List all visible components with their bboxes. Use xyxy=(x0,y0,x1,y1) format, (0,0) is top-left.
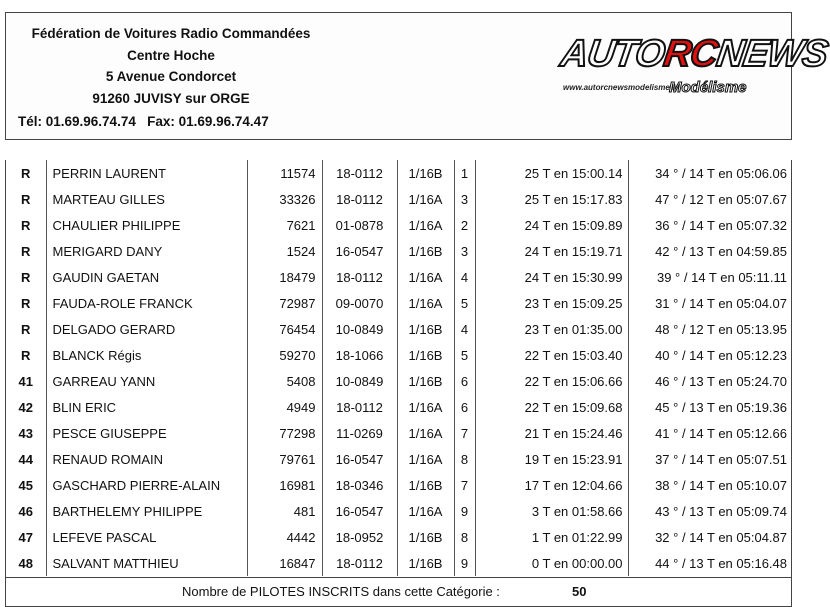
cell-name: FAUDA-ROLE FRANCK xyxy=(46,290,247,316)
table-row xyxy=(6,394,793,420)
cell-cat: 1/16A xyxy=(397,446,454,472)
cell-name: PESCE GIUSEPPE xyxy=(46,420,247,446)
federation-address xyxy=(6,23,336,133)
table-row xyxy=(6,446,793,472)
cell-result: 1 T en 01:22.99 xyxy=(475,524,628,550)
cell-rank: R xyxy=(6,290,46,316)
cell-result: 25 T en 15:00.14 xyxy=(475,160,628,186)
cell-result: 24 T en 15:19.71 xyxy=(475,238,628,264)
logo-wordmark: AUTORCNEWS xyxy=(558,33,830,75)
cell-pos: 9 xyxy=(454,550,475,576)
cell-name: MERIGARD DANY xyxy=(46,238,247,264)
cell-pos: 6 xyxy=(454,368,475,394)
cell-pos: 7 xyxy=(454,420,475,446)
cell-rank: 41 xyxy=(6,368,46,394)
cell-result: 0 T en 00:00.00 xyxy=(475,550,628,576)
cell-cat: 1/16A xyxy=(397,420,454,446)
cell-name: BARTHELEMY PHILIPPE xyxy=(46,498,247,524)
cell-result: 24 T en 15:09.89 xyxy=(475,212,628,238)
cell-cat: 1/16A xyxy=(397,264,454,290)
header-box xyxy=(5,12,830,140)
cell-best: 38 ° / 14 T en 05:10.07 xyxy=(655,477,787,493)
cell-result: 24 T en 15:30.99 xyxy=(475,264,628,290)
logo-modelisme: Modélisme xyxy=(669,79,747,96)
cell-club: 18-1066 xyxy=(322,342,397,368)
cell-club: 18-0112 xyxy=(322,160,397,186)
cell-name: GARREAU YANN xyxy=(46,368,247,394)
cell-best: 42 ° / 13 T en 04:59.85 xyxy=(655,243,787,259)
cell-rank: 43 xyxy=(6,420,46,446)
table-row xyxy=(6,524,793,550)
cell-best: 46 ° / 13 T en 05:24.70 xyxy=(655,373,787,389)
cell-result: 22 T en 15:09.68 xyxy=(475,394,628,420)
cell-license: 16981 xyxy=(247,472,322,498)
address-line: Centre Hoche xyxy=(127,47,215,63)
cell-result: 25 T en 15:17.83 xyxy=(475,186,628,212)
cell-name: RENAUD ROMAIN xyxy=(46,446,247,472)
cell-license: 79761 xyxy=(247,446,322,472)
cell-rank: R xyxy=(6,238,46,264)
cell-license: 33326 xyxy=(247,186,322,212)
cell-pos: 8 xyxy=(454,524,475,550)
cell-name: PERRIN LAURENT xyxy=(46,160,247,186)
cell-cat: 1/16A xyxy=(397,212,454,238)
cell-pos: 1 xyxy=(454,160,475,186)
cell-cat: 1/16A xyxy=(397,186,454,212)
cell-license: 481 xyxy=(247,498,322,524)
cell-best: 41 ° / 14 T en 05:12.66 xyxy=(655,425,787,441)
results-table xyxy=(5,160,792,607)
cell-rank: R xyxy=(6,342,46,368)
table-row xyxy=(6,368,793,394)
cell-result: 22 T en 15:06.66 xyxy=(475,368,628,394)
cell-best: 34 ° / 14 T en 05:06.06 xyxy=(655,165,787,181)
table-row xyxy=(6,290,793,316)
telephone: Tél: 01.69.96.74.74 xyxy=(18,114,136,129)
cell-cat: 1/16B xyxy=(397,368,454,394)
cell-pos: 9 xyxy=(454,498,475,524)
table-row xyxy=(6,472,793,498)
cell-result: 19 T en 15:23.91 xyxy=(475,446,628,472)
cell-license: 72987 xyxy=(247,290,322,316)
cell-rank: 48 xyxy=(6,550,46,576)
cell-cat: 1/16B xyxy=(397,550,454,576)
cell-best: 44 ° / 13 T en 05:16.48 xyxy=(655,555,787,571)
cell-license: 1524 xyxy=(247,238,322,264)
cell-best: 45 ° / 13 T en 05:19.36 xyxy=(655,399,787,415)
cell-pos: 6 xyxy=(454,394,475,420)
cell-license: 18479 xyxy=(247,264,322,290)
table-row xyxy=(6,550,793,576)
cell-rank: 42 xyxy=(6,394,46,420)
cell-club: 18-0346 xyxy=(322,472,397,498)
cell-pos: 7 xyxy=(454,472,475,498)
cell-pos: 5 xyxy=(454,342,475,368)
cell-club: 10-0849 xyxy=(322,368,397,394)
cell-club: 16-0547 xyxy=(322,498,397,524)
cell-best: 37 ° / 14 T en 05:07.51 xyxy=(655,451,787,467)
cell-cat: 1/16B xyxy=(397,316,454,342)
table-row xyxy=(6,316,793,342)
cell-club: 18-0112 xyxy=(322,186,397,212)
cell-club: 18-0112 xyxy=(322,394,397,420)
cell-pos: 3 xyxy=(454,238,475,264)
cell-license: 5408 xyxy=(247,368,322,394)
table-row xyxy=(6,264,793,290)
cell-cat: 1/16A xyxy=(397,498,454,524)
cell-name: MARTEAU GILLES xyxy=(46,186,247,212)
table-row xyxy=(6,420,793,446)
cell-license: 77298 xyxy=(247,420,322,446)
cell-name: CHAULIER PHILIPPE xyxy=(46,212,247,238)
cell-best: 48 ° / 12 T en 05:13.95 xyxy=(655,321,787,337)
cell-rank: R xyxy=(6,160,46,186)
cell-name: LEFEVE PASCAL xyxy=(46,524,247,550)
cell-license: 16847 xyxy=(247,550,322,576)
cell-license: 4949 xyxy=(247,394,322,420)
cell-license: 59270 xyxy=(247,342,322,368)
cell-club: 16-0547 xyxy=(322,446,397,472)
cell-pos: 8 xyxy=(454,446,475,472)
cell-result: 23 T en 15:09.25 xyxy=(475,290,628,316)
table-row xyxy=(6,212,793,238)
cell-rank: R xyxy=(6,186,46,212)
cell-pos: 5 xyxy=(454,290,475,316)
cell-name: SALVANT MATTHIEU xyxy=(46,550,247,576)
cell-name: GAUDIN GAETAN xyxy=(46,264,247,290)
cell-club: 01-0878 xyxy=(322,212,397,238)
cell-result: 22 T en 15:03.40 xyxy=(475,342,628,368)
cell-pos: 4 xyxy=(454,264,475,290)
autorcnews-logo xyxy=(558,33,830,103)
cell-rank: 44 xyxy=(6,446,46,472)
cell-best: 47 ° / 12 T en 05:07.67 xyxy=(655,191,787,207)
cell-club: 16-0547 xyxy=(322,238,397,264)
cell-rank: 45 xyxy=(6,472,46,498)
cell-best: 43 ° / 13 T en 05:09.74 xyxy=(655,503,787,519)
cell-name: BLANCK Régis xyxy=(46,342,247,368)
cell-rank: 47 xyxy=(6,524,46,550)
contact-line xyxy=(6,111,336,133)
cell-license: 7621 xyxy=(247,212,322,238)
table-row xyxy=(6,238,793,264)
cell-club: 09-0070 xyxy=(322,290,397,316)
cell-result: 21 T en 15:24.46 xyxy=(475,420,628,446)
cell-club: 18-0112 xyxy=(322,550,397,576)
registered-pilots-count: 50 xyxy=(572,584,587,599)
cell-club: 18-0112 xyxy=(322,264,397,290)
cell-result: 17 T en 12:04.66 xyxy=(475,472,628,498)
cell-rank: R xyxy=(6,212,46,238)
cell-club: 18-0952 xyxy=(322,524,397,550)
cell-pos: 3 xyxy=(454,186,475,212)
cell-best: 39 ° / 14 T en 05:11.11 xyxy=(656,269,787,285)
cell-best: 32 ° / 14 T en 05:04.87 xyxy=(655,529,787,545)
cell-club: 10-0849 xyxy=(322,316,397,342)
cell-pos: 2 xyxy=(454,212,475,238)
cell-rank: 46 xyxy=(6,498,46,524)
logo-url: www.autorcnewsmodelisme.fr xyxy=(563,83,678,92)
address-line: Fédération de Voitures Radio Commandées xyxy=(31,26,311,41)
cell-best: 36 ° / 14 T en 05:07.32 xyxy=(655,217,787,233)
cell-name: DELGADO GERARD xyxy=(46,316,247,342)
cell-club: 11-0269 xyxy=(322,420,397,446)
cell-result: 23 T en 01:35.00 xyxy=(475,316,628,342)
table-row xyxy=(6,342,793,368)
cell-cat: 1/16B xyxy=(397,342,454,368)
cell-cat: 1/16B xyxy=(397,524,454,550)
cell-cat: 1/16A xyxy=(397,290,454,316)
registered-pilots-label: Nombre de PILOTES INSCRITS dans cette Catégorie : xyxy=(182,584,500,599)
cell-license: 11574 xyxy=(247,160,322,186)
cell-result: 3 T en 01:58.66 xyxy=(475,498,628,524)
cell-rank: R xyxy=(6,316,46,342)
address-line: 91260 JUVISY sur ORGE xyxy=(92,90,250,106)
cell-name: GASCHARD PIERRE-ALAIN xyxy=(46,472,247,498)
table-row xyxy=(6,160,793,186)
cell-license: 4442 xyxy=(247,524,322,550)
cell-cat: 1/16A xyxy=(397,394,454,420)
cell-best: 40 ° / 14 T en 05:12.23 xyxy=(655,347,787,363)
cell-cat: 1/16B xyxy=(397,472,454,498)
cell-cat: 1/16B xyxy=(397,160,454,186)
footer-summary xyxy=(5,577,792,607)
table-row xyxy=(6,498,793,524)
cell-license: 76454 xyxy=(247,316,322,342)
cell-best: 31 ° / 14 T en 05:04.07 xyxy=(655,295,787,311)
cell-cat: 1/16B xyxy=(397,238,454,264)
cell-name: BLIN ERIC xyxy=(46,394,247,420)
cell-rank: R xyxy=(6,264,46,290)
fax: Fax: 01.69.96.74.47 xyxy=(147,114,269,129)
address-line: 5 Avenue Condorcet xyxy=(105,69,237,84)
cell-pos: 4 xyxy=(454,316,475,342)
table-row xyxy=(6,186,793,212)
